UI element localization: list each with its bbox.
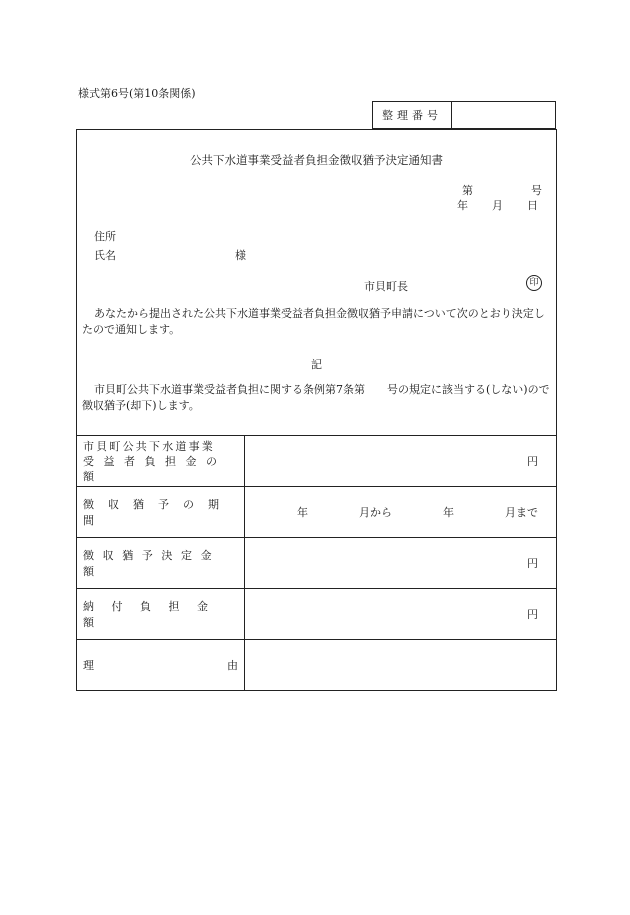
honorific: 様 — [235, 249, 246, 262]
issuer-name: 市貝町長 — [364, 280, 408, 293]
name-label: 氏名 — [94, 249, 116, 262]
ref-number-box — [372, 101, 556, 129]
deferral-period-value[interactable] — [245, 487, 557, 538]
doc-number-suffix: 号 — [531, 184, 542, 197]
table-row — [77, 436, 557, 487]
deferral-period-label — [77, 487, 245, 538]
table-row — [77, 640, 557, 691]
ref-number-label: 整理番号 — [373, 102, 452, 128]
beneficiary-charge-value[interactable] — [245, 436, 557, 487]
notice-paragraph: あなたから提出された公共下水道事業受益者負担金徴収猶予申請について次のとおり決定したので通知します。 — [82, 307, 545, 336]
reason-label — [77, 640, 245, 691]
deferral-amount-value[interactable] — [245, 538, 557, 589]
period-month-from: 月から — [359, 506, 392, 519]
doc-number-prefix: 第 — [462, 184, 473, 197]
label-text: 徴収猶予の期間 — [83, 498, 233, 527]
ordinance-paragraph: 市貝町公共下水道事業受益者負担に関する条例第7条第 号の規定に該当する(しない)ので徴収猶予(却下)します。 — [82, 383, 550, 412]
reason-label-right: 由 — [227, 658, 238, 672]
label-line: 受益者負担金の額 — [83, 454, 227, 483]
beneficiary-charge-label — [77, 436, 245, 487]
notice-title: 公共下水道事業受益者負担金徴収猶予決定通知書 — [190, 153, 443, 167]
payment-amount-label — [77, 589, 245, 640]
notice-frame — [76, 129, 557, 691]
table-row — [77, 589, 557, 640]
date-month: 月 — [492, 199, 503, 212]
label-text: 徴収猶予決定金額 — [83, 549, 221, 578]
ref-number-field[interactable] — [452, 102, 555, 128]
deferral-amount-label — [77, 538, 245, 589]
reason-value[interactable] — [245, 640, 557, 691]
issue-date — [457, 197, 538, 213]
document-number — [462, 182, 542, 198]
label-line: 市貝町公共下水道事業 — [83, 439, 215, 453]
period-year-to: 年 — [443, 506, 454, 519]
table-row — [77, 538, 557, 589]
payment-amount-value[interactable] — [245, 589, 557, 640]
address-label: 住所 — [94, 230, 116, 243]
label-text: 納付負担金額 — [83, 600, 226, 629]
seal-icon: 印 — [526, 275, 542, 291]
period-month-to: 月まで — [505, 506, 538, 519]
details-table — [76, 435, 557, 691]
ki-heading: 記 — [311, 358, 322, 371]
yen-unit: 円 — [527, 557, 538, 570]
yen-unit: 円 — [527, 455, 538, 468]
form-code: 様式第6号(第10条関係) — [78, 87, 196, 100]
reason-label-left: 理 — [83, 658, 94, 672]
yen-unit: 円 — [527, 608, 538, 621]
date-day: 日 — [527, 199, 538, 212]
period-year-from: 年 — [297, 506, 308, 519]
table-row — [77, 487, 557, 538]
date-year: 年 — [457, 199, 468, 212]
